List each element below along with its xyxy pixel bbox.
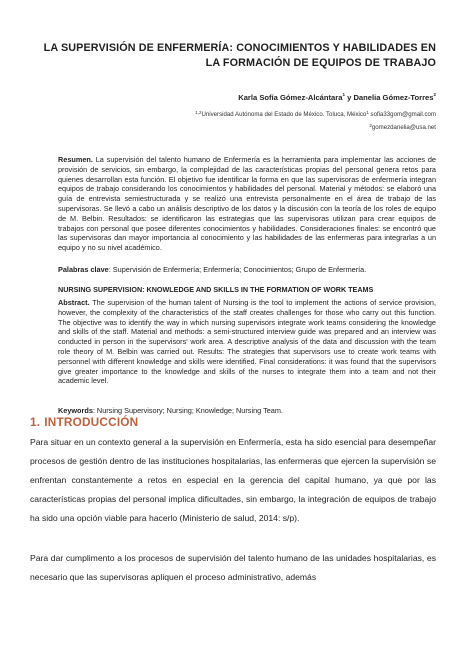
email2-sup: 2 xyxy=(369,123,372,128)
keywords-label: Keywords xyxy=(58,406,93,415)
paper-title: LA SUPERVISIÓN DE ENFERMERÍA: CONOCIMIENTOS Y HABILIDADES EN LA FORMACIÓN DE EQUIPOS DE TRABAJO xyxy=(43,42,436,69)
body-paragraph-2: Para dar cumplimento a los procesos de supervisión del talento humano de las unidades hospitalarias, es necesario que las supervisoras apliquen el proceso administrativo, además xyxy=(30,553,436,582)
english-title: NURSING SUPERVISION: KNOWLEDGE AND SKILLS IN THE FORMATION OF WORK TEAMS xyxy=(58,285,374,294)
palabras-clave xyxy=(58,265,436,275)
author-1-sup: 1 xyxy=(342,92,345,97)
palabras-clave-text: : Supervisión de Enfermería; Enfermería; Conocimientos; Grupo de Enfermería. xyxy=(108,265,367,274)
affiliation-text: Universidad Autónoma del Estado de México. Toluca, México xyxy=(201,111,367,118)
email1-sup: 1 xyxy=(366,110,369,115)
author-1: Karla Sofía Gómez-Alcántara xyxy=(238,93,343,102)
palabras-clave-label: Palabras clave xyxy=(58,265,109,274)
abstract-label: Abstract. xyxy=(58,298,90,307)
resumen-label: Resumen. xyxy=(58,155,93,164)
author-2-sup: 2 xyxy=(433,92,436,97)
email-1: sofia33gom@gmail.com xyxy=(368,111,436,118)
email-line-2 xyxy=(40,124,436,131)
resumen-paragraph xyxy=(58,155,436,253)
affiliation-line xyxy=(40,111,436,118)
body-paragraph-1: Para situar en un contexto general a la supervisión en Enfermería, esta ha sido esencial para desempeñar procesos de gestión dentro de las instituciones hospitalarias, las enfermeras que ejercen la supervisión se enfrentan constantemente a retos en especial en la gerencia del capital humano, ya que por las características propias del personal implica dificultades, sin embargo, la integración de equipos de trabajo ha sido una opción viable para hacerlo (Ministerio de salud, 2014: s/p). xyxy=(30,437,436,523)
section-number: 1. xyxy=(30,415,41,429)
abstract-text: The supervision of the human talent of Nursing is the tool to implement the actions of service provision, however, the complexity of the characteristics of the staff creates challenges for those who carry out this function. The objective was to identify the way in which nursing supervisors integrate work teams considering the knowledge and skills of the staff. Material and methods: a semi-structured interview guide was prepared and an interview was conducted in person in the supervisors' work area. A descriptive analysis of the data and discussion with the team role theory of M. Belbin was carried out. Results: The strategies that supervisors use to create work teams with personnel with different knowledge and skills were identified. Final considerations: it was found that the supervisors give greater importance to the knowledge and skills of the nurses to integrate them into a team and not their academic level. xyxy=(58,298,436,386)
keywords-text: : Nursing Supervisory; Nursing; Knowledge; Nursing Team. xyxy=(92,406,283,415)
author-2: Danelia Gómez-Torres xyxy=(353,93,434,102)
section-title: INTRODUCCIÓN xyxy=(44,415,139,429)
email-2: gomezdanelia@usa.net xyxy=(371,124,436,131)
affiliation-sup: 1,2 xyxy=(195,110,202,115)
section-heading-introduccion xyxy=(30,415,138,429)
authors-joiner: y xyxy=(344,93,354,102)
resumen-text: La supervisión del talento humano de Enfermería es la herramienta para implementar las acciones de provisión de servicios, sin embargo, la complejidad de las características propias del personal genera retos para quienes desarrollan esta función. El objetivo fue identificar la forma en que las supervisoras de enfermería integran equipos de trabajo considerando los conocimientos y habilidades del personal. Material y métodos: se elaboró una guía de entrevista semiestructurada y se realizó una entrevista personalmente en el área de trabajo de las supervisoras. Se llevó a cabo un análisis descriptivo de los datos y la discusión con la teoría de los roles de equipo de M. Belbin. Resultados: se identificaron las estrategias que las supervisoras utilizan para crear equipos de trabajos con personal que posee diferentes conocimientos y habilidades. Consideraciones finales: se encontró que las supervisoras dan mayor importancia al conocimiento y las habilidades de las enfermeras para integrarlas a un equipo y no su nivel académico. xyxy=(58,155,436,253)
authors-line xyxy=(40,93,436,102)
abstract-paragraph xyxy=(58,298,436,386)
